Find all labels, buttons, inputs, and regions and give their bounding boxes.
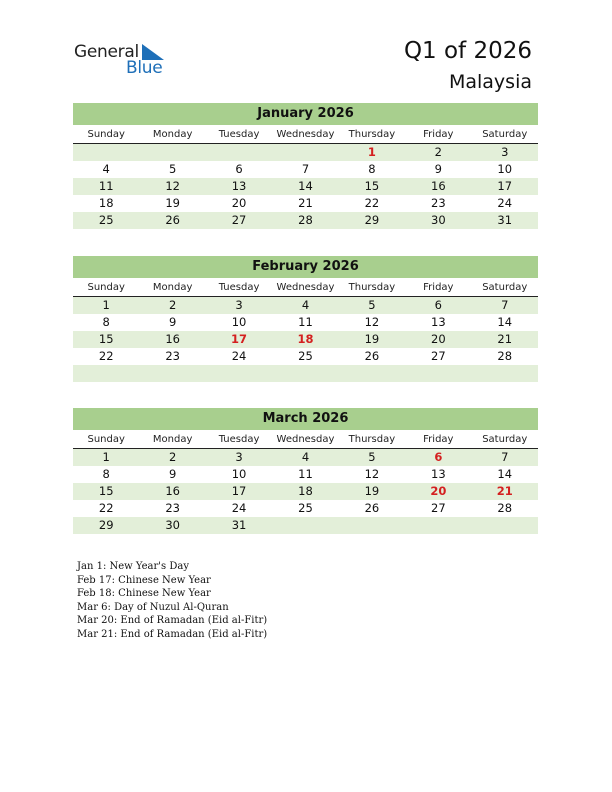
- date-cell: 8: [102, 315, 110, 329]
- weekday-label: Sunday: [87, 282, 125, 293]
- weekday-label: Friday: [423, 129, 454, 140]
- date-cell: 29: [364, 213, 380, 227]
- date-cell: [139, 365, 205, 382]
- weekday-label: Tuesday: [218, 282, 260, 293]
- holiday-note: Feb 18: Chinese New Year: [77, 588, 211, 600]
- date-cell: 30: [165, 518, 180, 532]
- date-cell: 16: [431, 179, 446, 193]
- date-cell: 29: [98, 518, 114, 532]
- date-cell: 2: [168, 298, 177, 312]
- holiday-date-cell: 1: [367, 145, 376, 159]
- weekday-label: Friday: [423, 282, 454, 293]
- date-cell: 6: [434, 298, 442, 312]
- page-title: Q1 of 2026: [403, 38, 532, 64]
- week-row: [73, 365, 538, 382]
- date-cell: 2: [168, 450, 177, 464]
- weekday-label: Sunday: [87, 129, 125, 140]
- date-cell: 17: [231, 484, 247, 498]
- week-row: [73, 297, 538, 314]
- weekday-label: Wednesday: [276, 129, 335, 140]
- week-row: [73, 517, 538, 534]
- week-row: [73, 348, 538, 365]
- date-cell: 4: [102, 162, 110, 176]
- date-cell: [73, 144, 139, 161]
- date-cell: [405, 517, 471, 534]
- date-cell: 23: [165, 501, 180, 515]
- month-title: February 2026: [73, 256, 538, 278]
- holiday-note: Mar 20: End of Ramadan (Eid al-Fitr): [77, 615, 268, 627]
- date-cell: 14: [497, 467, 513, 481]
- date-cell: 22: [364, 196, 380, 210]
- week-row: [73, 314, 538, 331]
- date-cell: 26: [165, 213, 180, 227]
- week-row: [73, 331, 538, 348]
- week-row: [73, 449, 538, 466]
- date-cell: 13: [431, 315, 446, 329]
- holiday-date-cell: 20: [430, 484, 447, 498]
- holiday-date-cell: 6: [434, 450, 443, 464]
- month-calendar-march: [73, 408, 538, 534]
- weekday-header-row: [73, 125, 538, 144]
- week-row: [73, 161, 538, 178]
- date-cell: [272, 517, 338, 534]
- weekday-label: Saturday: [482, 129, 528, 140]
- date-cell: 15: [98, 332, 114, 346]
- weekday-label: Saturday: [482, 282, 528, 293]
- week-row: [73, 195, 538, 212]
- date-cell: [206, 365, 272, 382]
- date-cell: 7: [301, 162, 310, 176]
- date-cell: [339, 365, 405, 382]
- date-cell: [472, 517, 538, 534]
- weekday-label: Monday: [152, 129, 193, 140]
- holiday-notes: [77, 560, 267, 642]
- weekday-label: Wednesday: [276, 282, 335, 293]
- date-cell: 2: [434, 145, 442, 159]
- date-cell: 12: [364, 467, 380, 481]
- date-cell: 27: [231, 213, 247, 227]
- logo-general-text: General: [74, 42, 139, 62]
- date-cell: 3: [501, 145, 509, 159]
- date-cell: 1: [102, 298, 110, 312]
- week-row: [73, 178, 538, 195]
- date-cell: 10: [497, 162, 513, 176]
- date-cell: 23: [165, 349, 180, 363]
- date-cell: 24: [231, 501, 247, 515]
- date-cell: 18: [98, 196, 114, 210]
- week-row: [73, 144, 538, 161]
- weekday-label: Monday: [152, 282, 193, 293]
- date-cell: 31: [497, 213, 513, 227]
- date-cell: 4: [301, 298, 310, 312]
- weekday-label: Monday: [152, 434, 193, 445]
- weekday-label: Thursday: [348, 282, 396, 293]
- date-cell: 14: [497, 315, 513, 329]
- date-cell: 16: [165, 332, 180, 346]
- weekday-header-row: [73, 278, 538, 297]
- date-cell: [139, 144, 205, 161]
- date-cell: 10: [231, 315, 247, 329]
- date-cell: 20: [231, 196, 247, 210]
- date-cell: 5: [368, 450, 376, 464]
- date-cell: 26: [364, 501, 380, 515]
- holiday-date-cell: 21: [496, 484, 513, 498]
- date-cell: 3: [235, 298, 243, 312]
- date-cell: 22: [98, 501, 114, 515]
- generalblue-logo: [74, 42, 174, 78]
- date-cell: 10: [231, 467, 247, 481]
- date-cell: 23: [431, 196, 446, 210]
- holiday-date-cell: 18: [297, 332, 314, 346]
- date-cell: 25: [298, 501, 313, 515]
- weekday-label: Saturday: [482, 434, 528, 445]
- date-cell: 7: [501, 298, 509, 312]
- date-cell: 21: [497, 332, 513, 346]
- weekday-label: Tuesday: [218, 129, 260, 140]
- date-cell: [206, 144, 272, 161]
- weekday-label: Thursday: [348, 129, 396, 140]
- date-cell: 9: [168, 467, 177, 481]
- date-cell: 5: [168, 162, 177, 176]
- date-cell: 28: [298, 213, 313, 227]
- weekday-label: Tuesday: [218, 434, 260, 445]
- date-cell: 11: [298, 315, 313, 329]
- date-cell: [73, 365, 139, 382]
- date-cell: 7: [501, 450, 509, 464]
- date-cell: 19: [165, 196, 180, 210]
- date-cell: 19: [364, 484, 380, 498]
- holiday-note: Jan 1: New Year's Day: [77, 561, 189, 572]
- date-cell: 28: [497, 349, 513, 363]
- date-cell: [272, 365, 338, 382]
- holiday-note: Mar 6: Day of Nuzul Al-Quran: [77, 601, 229, 613]
- date-cell: 11: [98, 179, 114, 193]
- week-row: [73, 466, 538, 483]
- date-cell: 28: [497, 501, 513, 515]
- month-title: January 2026: [73, 103, 538, 125]
- date-cell: 26: [364, 349, 380, 363]
- weekday-header-row: [73, 430, 538, 449]
- date-cell: [472, 365, 538, 382]
- holiday-note: Mar 21: End of Ramadan (Eid al-Fitr): [77, 628, 268, 640]
- weekday-label: Sunday: [87, 434, 125, 445]
- date-cell: 24: [497, 196, 513, 210]
- date-cell: 5: [368, 298, 376, 312]
- logo-blue-text: Blue: [126, 58, 163, 78]
- date-cell: 13: [231, 179, 247, 193]
- date-cell: 25: [298, 349, 313, 363]
- date-cell: 4: [301, 450, 310, 464]
- date-cell: 19: [364, 332, 380, 346]
- date-cell: 31: [231, 518, 247, 532]
- date-cell: 30: [431, 213, 446, 227]
- date-cell: 20: [431, 332, 446, 346]
- date-cell: 16: [165, 484, 180, 498]
- date-cell: 14: [298, 179, 313, 193]
- date-cell: 3: [235, 450, 243, 464]
- date-cell: 21: [298, 196, 313, 210]
- weekday-label: Wednesday: [276, 434, 335, 445]
- date-cell: 8: [102, 467, 110, 481]
- date-cell: 18: [298, 484, 313, 498]
- holiday-note: Feb 17: Chinese New Year: [77, 574, 211, 586]
- weekday-label: Thursday: [348, 434, 396, 445]
- date-cell: [405, 365, 471, 382]
- date-cell: 24: [231, 349, 247, 363]
- date-cell: 27: [431, 501, 446, 515]
- date-cell: 13: [431, 467, 446, 481]
- holiday-date-cell: 17: [231, 332, 248, 346]
- date-cell: 6: [235, 162, 243, 176]
- date-cell: 17: [497, 179, 513, 193]
- date-cell: 25: [98, 213, 114, 227]
- date-cell: 15: [364, 179, 380, 193]
- weekday-label: Friday: [423, 434, 454, 445]
- date-cell: 27: [431, 349, 446, 363]
- country-name: Malaysia: [448, 71, 532, 93]
- week-row: [73, 212, 538, 229]
- date-cell: 8: [368, 162, 376, 176]
- date-cell: 22: [98, 349, 114, 363]
- date-cell: 12: [165, 179, 180, 193]
- date-cell: 11: [298, 467, 313, 481]
- month-title: March 2026: [73, 408, 538, 430]
- week-row: [73, 483, 538, 500]
- date-cell: 1: [102, 450, 110, 464]
- date-cell: [339, 517, 405, 534]
- date-cell: 9: [434, 162, 442, 176]
- month-calendar-february: [73, 256, 538, 382]
- month-calendar-january: [73, 103, 538, 229]
- date-cell: 15: [98, 484, 114, 498]
- week-row: [73, 500, 538, 517]
- date-cell: 9: [168, 315, 177, 329]
- date-cell: 12: [364, 315, 380, 329]
- date-cell: [272, 144, 338, 161]
